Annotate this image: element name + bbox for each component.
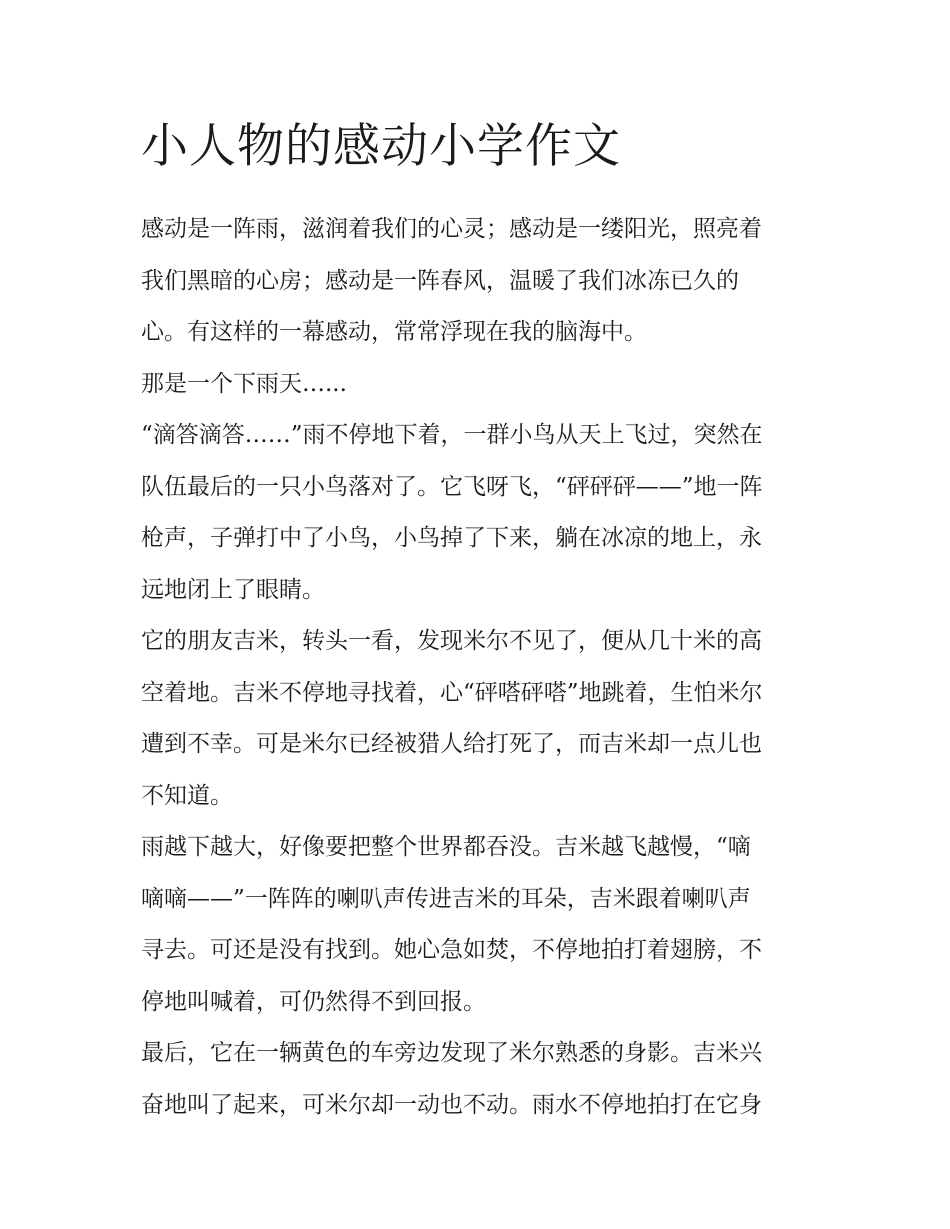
- text-line: 不知道。: [141, 782, 233, 809]
- text-line: 停地叫喊着，可仍然得不到回报。: [141, 988, 486, 1015]
- text-line: 嘀嘀——”一阵阵的喇叭声传进吉米的耳朵，吉米跟着喇叭声: [141, 885, 751, 912]
- text-line: 寻去。可还是没有找到。她心急如焚，不停地拍打着翅膀，不: [141, 937, 762, 963]
- text-line: 心。有这样的一幕感动，常常浮现在我的脑海中。: [141, 319, 647, 345]
- text-line: 队伍最后的一只小鸟落对了。它飞呀飞，“砰砰砰——”地一阵: [141, 473, 763, 500]
- paragraph-1: [141, 204, 813, 359]
- text-line: 我们黑暗的心房；感动是一阵春风，温暖了我们冰冻已久的: [141, 267, 739, 294]
- text-line: 空着地。吉米不停地寻找着，心“砰嗒砰嗒”地跳着，生怕米尔: [141, 679, 763, 706]
- document-content: [141, 112, 813, 1131]
- paragraph-2: [141, 359, 813, 411]
- text-line: 感动是一阵雨，滋润着我们的心灵；感动是一缕阳光，照亮着: [141, 216, 762, 242]
- paragraph-6: [141, 1028, 813, 1131]
- text-line: 最后，它在一辆黄色的车旁边发现了米尔熟悉的身影。吉米兴: [141, 1040, 762, 1066]
- text-line: “滴答滴答……”雨不停地下着，一群小鸟从天上飞过，突然在: [141, 422, 763, 448]
- paragraph-4: [141, 616, 813, 822]
- text-line: 遭到不幸。可是米尔已经被猎人给打死了，而吉米却一点儿也: [141, 731, 762, 757]
- document-title: 小人物的感动小学作文: [141, 119, 621, 174]
- text-line: 奋地叫了起来，可米尔却一动也不动。雨水不停地拍打在它身: [141, 1091, 762, 1118]
- text-line: 它的朋友吉米，转头一看，发现米尔不见了，便从几十米的高: [141, 628, 762, 654]
- text-line: 雨越下越大，好像要把整个世界都吞没。吉米越飞越慢，“嘀: [141, 834, 751, 860]
- paragraph-5: [141, 822, 813, 1028]
- text-line: 远地闭上了眼睛。: [141, 576, 325, 603]
- paragraph-3: [141, 410, 813, 616]
- text-line: 那是一个下雨天…...: [141, 370, 347, 397]
- text-line: 枪声，子弹打中了小鸟，小鸟掉了下来，躺在冰凉的地上，永: [141, 525, 762, 551]
